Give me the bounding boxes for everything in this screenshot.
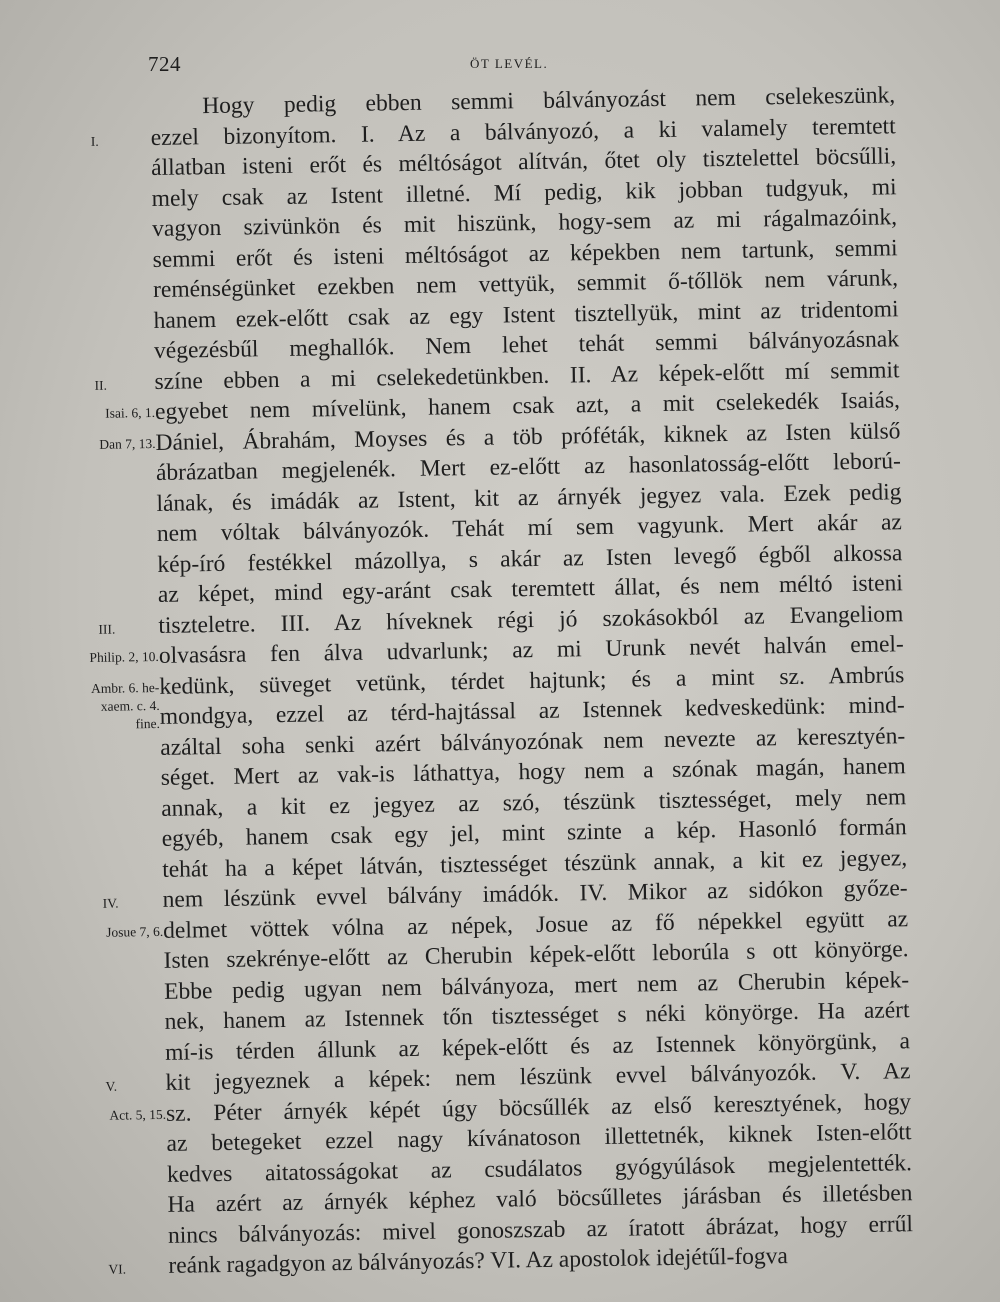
text-line: mely csak az Istent illetné. Mí pedig, kik jobban tudgyuk, mi [151, 173, 897, 212]
text-line: tiszteletre. III. Az híveknek régi jó szokásokból az Evangeliom [158, 600, 904, 639]
text-line: az betegeket ezzel nagy kívánatoson illettetnék, kiknek Isten-előtt [166, 1119, 912, 1157]
text-line: hanem ezek-előtt csak az egy Istent tisztellyük, mint az tridentomi [153, 295, 899, 334]
text-line: annak, a kit ez jegyez az szó, tészünk tisztességet, mely nem [161, 783, 907, 822]
text-line: ezzel bizonyítom. I. Az a bálványozó, a ki valamely teremtett [150, 112, 896, 151]
text-line: lának, és imádák az Istent, kit az árnyék jegyez vala. Ezek pedig [156, 478, 902, 517]
text-line: Hogy pedig ebben semmi bálványozást nem cselekeszünk, [202, 82, 896, 120]
margin-note: II. [94, 377, 108, 393]
margin-note: Dan 7, 13. [99, 435, 156, 452]
text-line: ábrázatban megjelenék. Mert ez-előtt az hasonlatosság-előtt leború- [155, 448, 902, 486]
text-line: mondgya, ezzel az térd-hajtással az Istennek kedveskedünk: mind- [159, 692, 905, 730]
margin-notes [0, 92, 167, 1277]
text-line: nincs bálványozás: mivel gonoszszab az íratott ábrázat, hogy errűl [167, 1210, 914, 1249]
margin-note: Philip. 2, 10. [89, 648, 159, 666]
text-line: sz. Péter árnyék képét úgy böcsűllék az első keresztyének, hogy [165, 1088, 912, 1127]
text-line: Ebbe pedig ugyan nem bálványoza, mert nem az Cherubin képek- [163, 966, 910, 1005]
text-line: színe ebben a mi cselekedetünkben. II. Az képek-előtt mí semmit [154, 356, 900, 395]
margin-note: fine. [135, 716, 161, 732]
margin-note: Act. 5, 15. [109, 1106, 167, 1123]
running-title: ÖT LEVÉL. [470, 56, 549, 71]
text-line: semmi erőt és isteni méltóságot az képekben nem tartunk, semmi [152, 234, 898, 273]
margin-note: Ambr. 6. he- [90, 679, 160, 696]
text-line: reménségünket ezekben nem vettyük, semmit ő-tőllök nem várunk, [152, 265, 899, 303]
margin-note: IV. [102, 895, 119, 911]
text-line: kedves aitatosságokat az csudálatos gyógyúlások megjelentették. [166, 1149, 913, 1188]
text-line: tehát ha a képet látván, tisztességet tészünk annak, a kit ez jegyez, [162, 844, 908, 883]
text-line: séget. Mert az vak-is láthattya, hogy nem a szónak magán, hanem [160, 753, 906, 791]
text-line: Ha azért az árnyék képhez való böcsűlletes járásban és illetésben [167, 1180, 913, 1218]
text-line: olvasásra fen álva udvarlunk; az mi Urunk nevét halván emel- [158, 631, 904, 669]
text-line: reánk ragadgyon az bálványozás? VI. Az apostolok idejétűl-fogva [168, 1243, 789, 1279]
text-line: azáltal soha senki azért bálványozónak nem nevezte az keresztyén- [160, 722, 906, 761]
margin-note: VI. [108, 1261, 127, 1277]
text-line: delmet vöttek vólna az népek, Josue az fő népekkel együtt az [162, 905, 909, 944]
page-header [0, 52, 1000, 82]
body-text [150, 80, 914, 1281]
text-line: kit jegyeznek a képek: nem lészünk evvel bálványozók. V. Az [165, 1058, 911, 1096]
text-line: Isten szekrénye-előtt az Cherubin képek-előtt leborúla s ott könyörge. [163, 936, 909, 974]
margin-note: Josue 7, 6. [106, 923, 164, 940]
text-line: az képet, mind egy-aránt csak teremtett állat, és nem méltó isteni [157, 570, 904, 608]
text-line: egyéb, hanem csak egy jel, mint szinte a kép. Hasonló formán [161, 814, 907, 852]
page-number: 724 [148, 52, 181, 76]
margin-note: III. [98, 621, 116, 637]
margin-note: V. [105, 1078, 118, 1094]
margin-note: I. [90, 133, 99, 149]
text-line: mí-is térden állunk az képek-előtt és az Istennek könyörgünk, a [164, 1027, 911, 1066]
margin-note: xaem. c. 4. [100, 697, 160, 714]
text-line: állatban isteni erőt és méltóságot alítván, őtet oly tisztelettel böcsűlli, [150, 143, 897, 181]
text-line: nem lészünk evvel bálvány imádók. IV. Mikor az sidókon győze- [162, 875, 908, 913]
text-line: vagyon szivünkön és mit hiszünk, hogy-sem az mi rágalmazóink, [151, 204, 898, 242]
text-line: egyebet nem mívelünk, hanem csak azt, a mit cselekedék Isaiás, [154, 387, 901, 425]
text-line: nem vóltak bálványozók. Tehát mí sem vagyunk. Mert akár az [156, 509, 903, 547]
text-line: kép-író festékkel mázollya, s akár az Isten levegő égből alkossa [157, 539, 903, 578]
text-line: Dániel, Ábrahám, Moyses és a töb próféták, kiknek az Isten külső [155, 417, 901, 456]
text-line: kedünk, süveget vetünk, térdet hajtunk; és a mint sz. Ambrús [159, 661, 905, 700]
text-line: nek, hanem az Istennek tőn tisztességet s néki könyörge. Ha azért [164, 997, 910, 1035]
text-line: végezésbűl meghallók. Nem lehet tehát semmi bálványozásnak [153, 326, 900, 364]
margin-note: Isai. 6, 1. [105, 404, 156, 421]
